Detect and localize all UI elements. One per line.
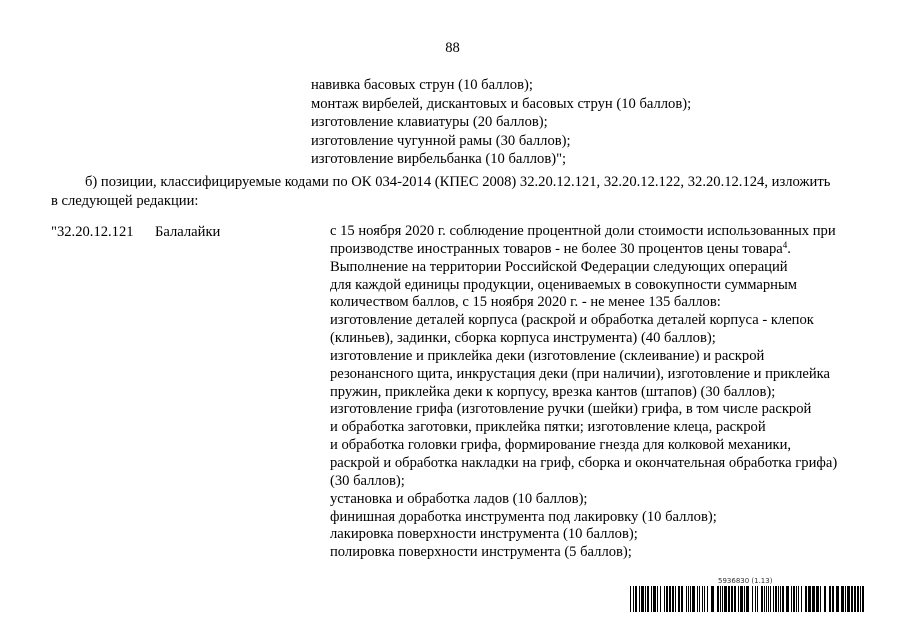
- page-number: 88: [445, 40, 460, 56]
- barcode: [630, 586, 865, 612]
- list-item: изготовление чугунной рамы (30 баллов);: [311, 132, 571, 149]
- requirement-line: (клиньев), задинки, сборка корпуса инструмента) (40 баллов);: [330, 330, 716, 347]
- requirement-line: и обработка головки грифа, формирование гнезда для колковой механики,: [330, 437, 792, 454]
- list-item: изготовление клавиатуры (20 баллов);: [311, 114, 548, 131]
- intro-paragraph: [51, 173, 863, 211]
- list-item: монтаж вирбелей, дискантовых и басовых струн (10 баллов);: [311, 95, 692, 112]
- requirement-line: и обработка заготовки, приклейка пятки; изготовление клеца, раскрой: [330, 419, 766, 436]
- requirement-line: полировка поверхности инструмента (5 баллов);: [330, 544, 632, 561]
- requirement-line: изготовление грифа (изготовление ручки (шейки) грифа, в том числе раскрой: [330, 401, 812, 418]
- requirement-line: установка и обработка ладов (10 баллов);: [330, 490, 588, 507]
- requirement-line: финишная доработка инструмента под лакировку (10 баллов);: [330, 508, 717, 525]
- top-operations-list: [311, 76, 871, 169]
- intro-line: б) позиции, классифицируемые кодами по ОК 034-2014 (КПЕС 2008) 32.20.12.121, 32.20.12.122, 32.20.12.124, изложить: [85, 174, 831, 190]
- product-name: Балалайки: [155, 224, 221, 240]
- requirement-line: раскрой и обработка накладки на гриф, сборка и окончательная обработка грифа): [330, 454, 838, 471]
- list-item: изготовление вирбельбанка (10 баллов)";: [311, 151, 567, 168]
- requirement-line: с 15 ноября 2020 г. соблюдение процентной доли стоимости использованных при: [330, 223, 836, 239]
- requirement-line: [330, 241, 865, 259]
- requirement-line: пружин, приклейка деки к корпусу, врезка кантов (штапов) (30 баллов);: [330, 383, 776, 400]
- requirement-line: изготовление и приклейка деки (изготовление (склеивание) и раскрой: [330, 347, 765, 364]
- requirement-line: для каждой единицы продукции, оцениваемых в совокупности суммарным: [330, 276, 798, 293]
- list-item: навивка басовых струн (10 баллов);: [311, 77, 533, 93]
- footnote-marker: 4: [782, 239, 788, 250]
- requirement-line: (30 баллов);: [330, 472, 405, 489]
- line-end: .: [787, 240, 791, 257]
- requirement-line: резонансного щита, инкрустация деки (при наличии), изготовление и приклейка: [330, 365, 831, 382]
- intro-line: в следующей редакции:: [51, 193, 199, 209]
- requirement-line: изготовление деталей корпуса (раскрой и обработка деталей корпуса - клепок: [330, 312, 814, 329]
- requirements-text: [330, 223, 865, 562]
- barcode-label: 5936830 (1.13): [718, 577, 773, 585]
- requirement-text: производстве иностранных товаров - не более 30 процентов цены товара: [330, 240, 783, 257]
- requirement-line: количеством баллов, с 15 ноября 2020 г. - не менее 135 баллов:: [330, 294, 721, 311]
- requirement-line: лакировка поверхности инструмента (10 баллов);: [330, 526, 638, 543]
- product-code: "32.20.12.121: [51, 224, 134, 240]
- requirement-line: Выполнение на территории Российской Федерации следующих операций: [330, 258, 788, 275]
